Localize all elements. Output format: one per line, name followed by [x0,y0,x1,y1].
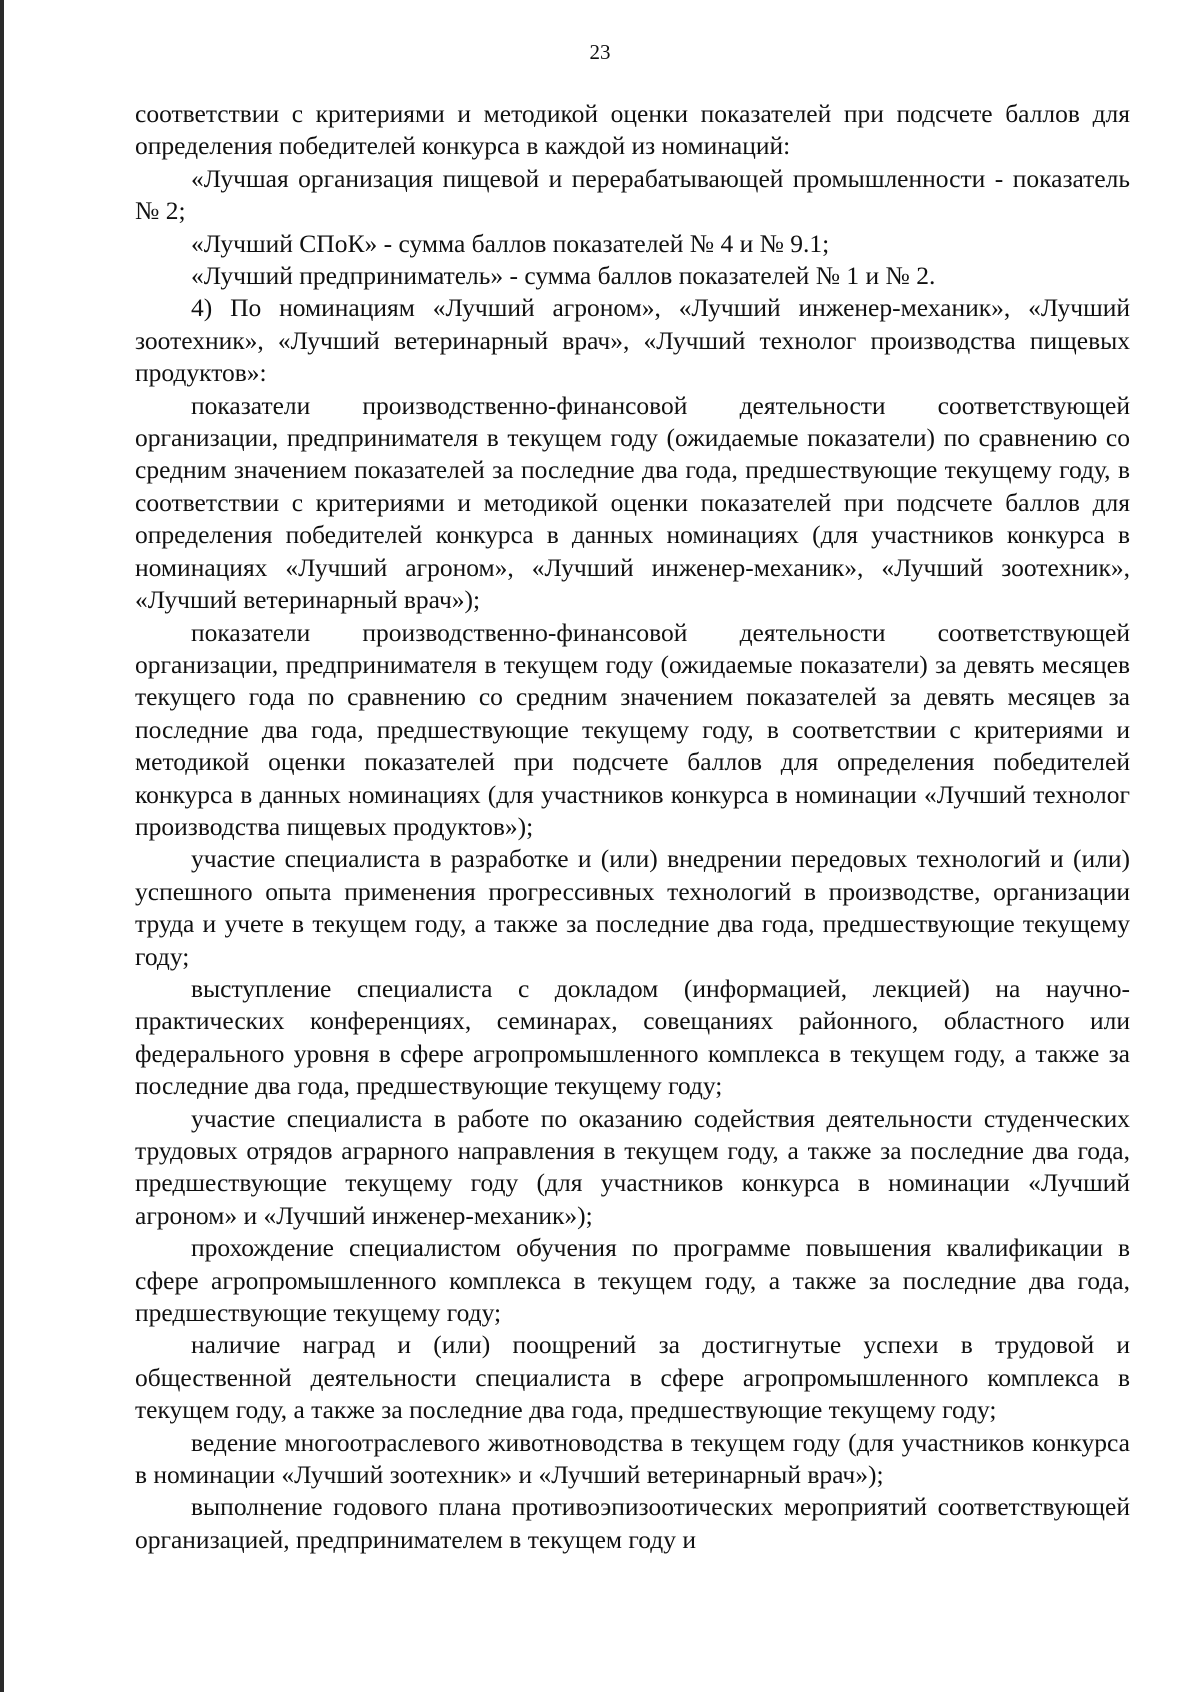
paragraph-awards: наличие наград и (или) поощрений за достигнутые успехи в трудовой и общественной деятельности специалиста в сфере агропромышленного комплекса в текущем году, а также за последние два года, предшествующие текущему году; [135,1330,1130,1425]
paragraph-nomination-food-industry: «Лучшая организация пищевой и перерабатывающей промышленности - показатель № 2; [135,163,1130,226]
paragraph-antiepizootic-plan: выполнение годового плана противоэпизоотических мероприятий соответствующей организацией, предпринимателем в текущем году и [135,1492,1130,1554]
paragraph-financial-indicators: показатели производственно-финансовой деятельности соответствующей организации, предпринимателя в текущем году (ожидаемые показатели) по сравнению со средним значением показателей за последние два года, предшествующие текущему году, в соответствии с критериями и методикой оценки показателей при подсчете баллов для определения победителей конкурса в данных номинациях (для участников конкурса в номинациях «Лучший агроном», «Лучший инженер-механик», «Лучший зоотехник», «Лучший ветеринарный врач»); [135,390,1130,615]
document-body [135,98,1130,1556]
paragraph-livestock: ведение многоотраслевого животноводства в текущем году (для участников конкурса в номинации «Лучший зоотехник» и «Лучший ветеринарный врач»); [135,1427,1130,1490]
paragraph-qualification-training: прохождение специалистом обучения по программе повышения квалификации в сфере агропромышленного комплекса в текущем году, а также за последние два года, предшествующие текущему году; [135,1233,1130,1328]
paragraph-nomination-spok: «Лучший СПоК» - сумма баллов показателей № 4 и № 9.1; [191,228,830,258]
page-number: 23 [589,40,611,64]
paragraph-technology-participation: участие специалиста в разработке и (или) внедрении передовых технологий и (или) успешного опыта применения прогрессивных технологий в производстве, организации труда и учете в текущем году, а также за последние два года, предшествующие текущему году; [135,844,1130,971]
paragraph-student-teams: участие специалиста в работе по оказанию содействия деятельности студенческих трудовых отрядов аграрного направления в текущем году, а также за последние два года, предшествующие текущему году (для участников конкурса в номинации «Лучший агроном» и «Лучший инженер-механик»); [135,1103,1130,1230]
paragraph-financial-indicators-nine-months: показатели производственно-финансовой деятельности соответствующей организации, предпринимателя в текущем году (ожидаемые показатели) за девять месяцев текущего года по сравнению со средним значением показателей за девять месяцев за последние два года, предшествующие текущему году, в соответствии с критериями и методикой оценки показателей при подсчете баллов для определения победителей конкурса в данных номинациях (для участников конкурса в номинации «Лучший технолог производства пищевых продуктов»); [135,617,1130,841]
paragraph-conference-report: выступление специалиста с докладом (информацией, лекцией) на научно-практических конференциях, семинарах, совещаниях районного, областного или федерального уровня в сфере агропромышленного комплекса в текущем году, а также за последние два года, предшествующие текущему году; [135,973,1130,1101]
scan-left-edge [0,0,4,1692]
paragraph-criteria-intro: соответствии с критериями и методикой оценки показателей при подсчете баллов для определения победителей конкурса в каждой из номинаций: [135,99,1130,161]
paragraph-item-4: 4) По номинациям «Лучший агроном», «Лучший инженер-механик», «Лучший зоотехник», «Лучший ветеринарный врач», «Лучший технолог производства пищевых продуктов»: [135,293,1130,388]
paragraph-nomination-entrepreneur: «Лучший предприниматель» - сумма баллов показателей № 1 и № 2. [191,261,936,291]
